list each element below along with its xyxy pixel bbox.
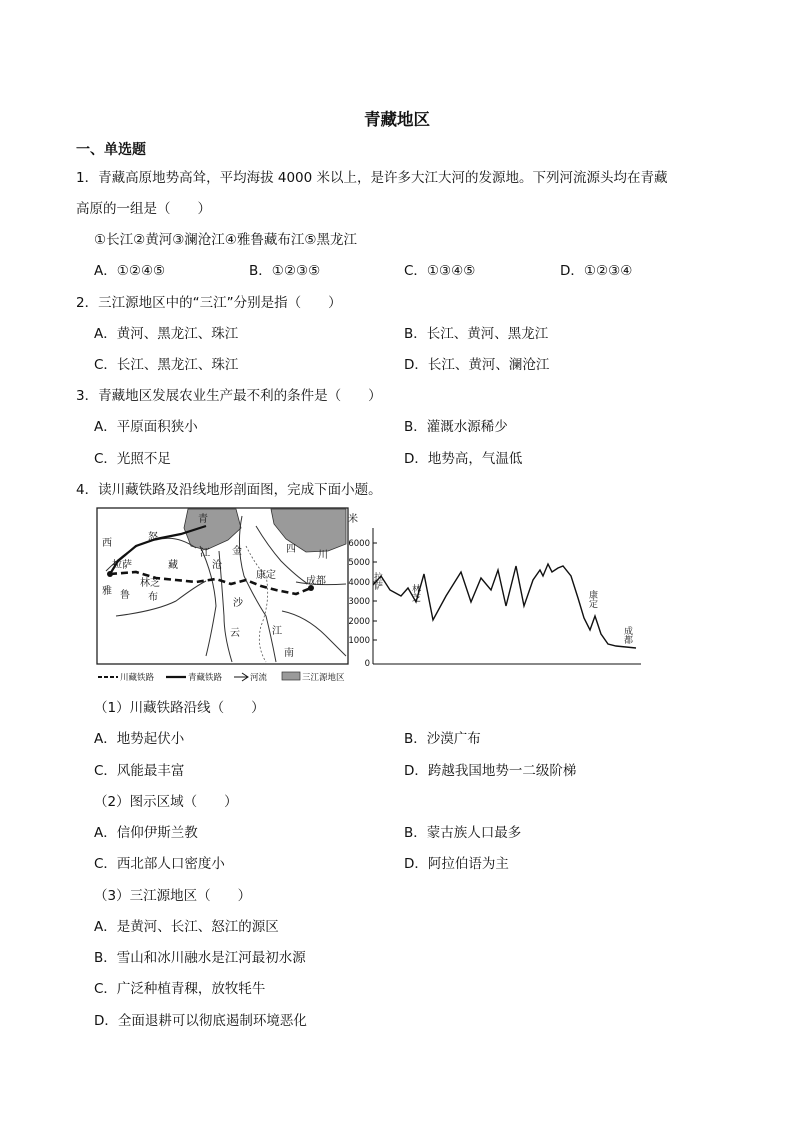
q3-stem: 3．青藏地区发展农业生产最不利的条件是（ ） (76, 388, 382, 404)
map-panel (97, 508, 348, 664)
legend-qinghai-tibet-railway: 青藏铁路 (188, 673, 223, 682)
q4-sub2-option-b[interactable]: B．蒙古族人口最多 (404, 825, 522, 841)
map-label: 拉萨 (112, 560, 132, 571)
map-label: 鲁 (120, 590, 130, 601)
map-label: 四 (286, 544, 296, 555)
q3-option-b[interactable]: B．灌溉水源稀少 (404, 419, 508, 435)
y-tick: 0 (364, 659, 370, 669)
map-label: 江 (200, 548, 210, 559)
map-label: 沧 (212, 560, 222, 571)
profile-unit: 米 (348, 514, 358, 525)
legend-sichuan-tibet-railway: 川藏铁路 (120, 673, 155, 682)
q4-sub1-option-c[interactable]: C．风能最丰富 (94, 763, 185, 779)
map-label: 金 (232, 546, 242, 557)
map-label: 怒 (148, 532, 158, 543)
q2-option-c[interactable]: C．长江、黑龙江、珠江 (94, 357, 239, 373)
q4-sub2-stem: （2）图示区域（ ） (94, 794, 238, 810)
y-tick: 5000 (348, 558, 370, 568)
q3-option-d[interactable]: D．地势高，气温低 (404, 451, 523, 467)
q4-sub2-option-c[interactable]: C．西北部人口密度小 (94, 856, 225, 872)
map-legend (98, 672, 345, 682)
legend-river: 河流 (250, 673, 268, 682)
q1-option-a[interactable]: A．①②④⑤ (94, 263, 166, 279)
q4-sub3-stem: （3）三江源地区（ ） (94, 888, 252, 904)
legend-sanjiangyuan: 三江源地区 (302, 673, 345, 682)
map-label: 林芝 (140, 578, 160, 589)
profile-label-chengdu: 成都 (622, 626, 632, 644)
q4-sub2-option-d[interactable]: D．阿拉伯语为主 (404, 856, 509, 872)
map-label: 康定 (256, 570, 276, 581)
q4-stem: 4．读川藏铁路及沿线地形剖面图，完成下面小题。 (76, 482, 382, 498)
page-title: 青藏地区 (364, 110, 430, 129)
map-label: 布 (148, 592, 158, 603)
y-tick: 6000 (348, 539, 370, 549)
q1-option-b[interactable]: B．①②③⑤ (249, 263, 321, 279)
q2-stem: 2．三江源地区中的“三江”分别是指（ ） (76, 295, 342, 311)
q1-option-d[interactable]: D．①②③④ (560, 263, 633, 279)
elevation-profile (348, 512, 641, 669)
q4-sub1-option-a[interactable]: A．地势起伏小 (94, 731, 185, 747)
q4-sub1-option-d[interactable]: D．跨越我国地势一二级阶梯 (404, 763, 577, 779)
q2-option-d[interactable]: D．长江、黄河、澜沧江 (404, 357, 550, 373)
q4-sub3-option-d[interactable]: D．全面退耕可以彻底遏制环境恶化 (94, 1013, 307, 1029)
y-tick: 2000 (348, 617, 370, 627)
q4-sub1-option-b[interactable]: B．沙漠广布 (404, 731, 481, 747)
y-tick: 1000 (348, 636, 370, 646)
q3-option-a[interactable]: A．平原面积狭小 (94, 419, 198, 435)
q4-sub3-option-b[interactable]: B．雪山和冰川融水是江河最初水源 (94, 950, 306, 966)
railway-map-figure (96, 506, 642, 682)
q4-sub3-option-c[interactable]: C．广泛种植青稞，放牧牦牛 (94, 981, 266, 997)
map-label: 云 (230, 628, 240, 639)
q1-stem-line1: 1．青藏高原地势高耸，平均海拔 4000 米以上，是许多大江大河的发源地。下列河流源头均在青藏 (76, 170, 668, 186)
q1-option-c[interactable]: C．①③④⑤ (404, 263, 476, 279)
profile-label-kangding: 康定 (587, 590, 597, 608)
map-label: 藏 (168, 560, 178, 571)
profile-label-nyingchi: 林芝 (410, 584, 420, 602)
map-label: 雅 (102, 586, 112, 597)
map-label: 西 (102, 538, 112, 549)
map-label: 江 (272, 626, 282, 637)
q4-sub2-option-a[interactable]: A．信仰伊斯兰教 (94, 825, 198, 841)
map-label: 青 (198, 514, 208, 525)
profile-label-lhasa: 拉萨 (372, 572, 382, 590)
q3-option-c[interactable]: C．光照不足 (94, 451, 171, 467)
q4-sub3-option-a[interactable]: A．是黄河、长江、怒江的源区 (94, 919, 279, 935)
q1-stem-line2: 高原的一组是（ ） (76, 201, 211, 217)
map-label: 沙 (233, 598, 243, 609)
section-heading: 一、单选题 (76, 142, 146, 158)
map-label: 川 (318, 550, 328, 561)
q4-sub1-stem: （1）川藏铁路沿线（ ） (94, 700, 265, 716)
y-tick: 3000 (348, 597, 370, 607)
q2-option-b[interactable]: B．长江、黄河、黑龙江 (404, 326, 549, 342)
q1-items: ①长江②黄河③澜沧江④雅鲁藏布江⑤黑龙江 (94, 232, 358, 248)
y-tick: 4000 (348, 578, 370, 588)
q2-option-a[interactable]: A．黄河、黑龙江、珠江 (94, 326, 239, 342)
map-label: 南 (284, 648, 294, 659)
map-label: 成都 (306, 576, 326, 587)
